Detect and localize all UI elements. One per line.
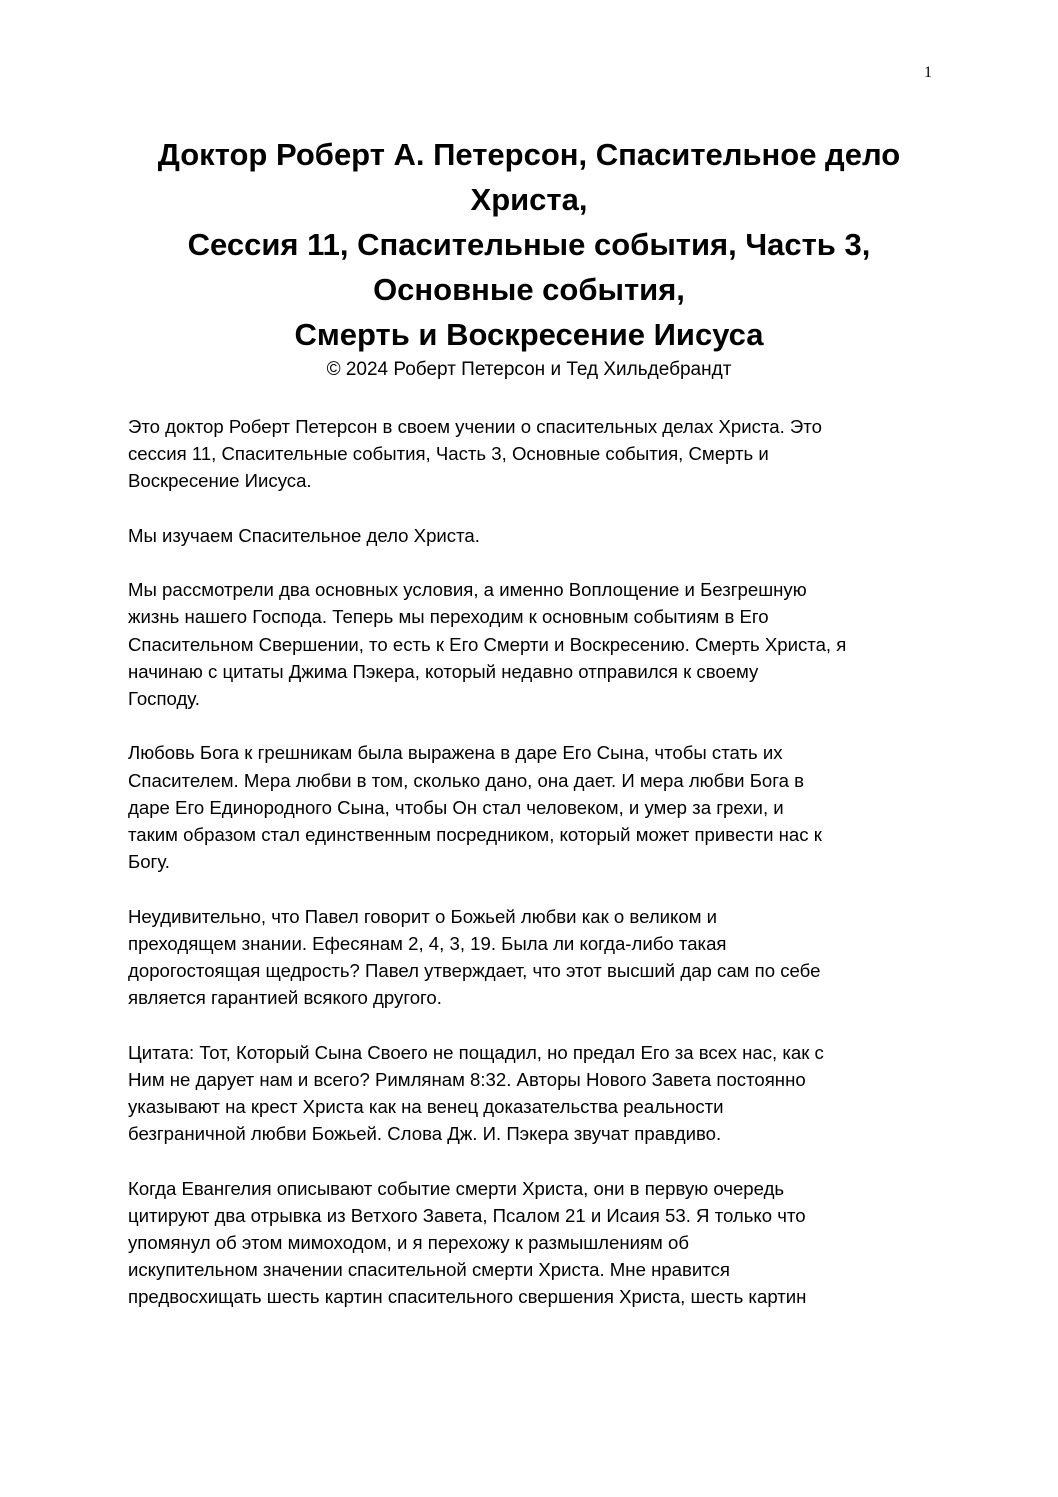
text-line: таким образом стал единственным посредником, который может привести нас к <box>128 824 822 845</box>
text-line: Спасительном Свершении, то есть к Его Смерти и Воскресению. Смерть Христа, я <box>128 633 847 655</box>
text-line: Спасителем. Мера любви в том, сколько дано, она дает. И мера любви Бога в <box>128 769 805 791</box>
paragraph <box>128 522 933 549</box>
text-line: указывают на крест Христа как на венец доказательства реальности <box>128 1096 724 1117</box>
text-line: цитируют два отрывка из Ветхого Завета, Псалом 21 и Исаия 53. Я только что <box>128 1204 806 1226</box>
title-line: Христа, <box>470 182 588 217</box>
page-number: 1 <box>924 64 932 81</box>
text-line: упомянул об этом мимоходом, и я перехожу к размышлениям об <box>128 1232 689 1253</box>
title-line: Смерть и Воскресение Иисуса <box>294 317 764 352</box>
paragraph <box>128 903 933 1012</box>
title-line: Основные события, <box>373 272 685 307</box>
text-line: Господу. <box>128 688 200 709</box>
title-line: Доктор Роберт А. Петерсон, Спасительное дело <box>157 137 901 172</box>
text-line: Любовь Бога к грешникам была выражена в даре Его Сына, чтобы стать их <box>128 742 783 764</box>
text-line: преходящем знании. Ефесянам 2, 4, 3, 19. Была ли когда-либо такая <box>128 932 727 954</box>
text-line: предвосхищать шесть картин спасительного свершения Христа, шесть картин <box>128 1286 807 1308</box>
text-line: Мы изучаем Спасительное дело Христа. <box>128 524 480 546</box>
text-line: Неудивительно, что Павел говорит о Божьей любви как о великом и <box>128 905 718 927</box>
text-line: жизнь нашего Господа. Теперь мы переходим к основным событиям в Его <box>128 606 769 628</box>
text-line: даре Его Единородного Сына, чтобы Он стал человеком, и умер за грехи, и <box>128 796 784 818</box>
paragraph <box>128 413 933 495</box>
text-line: дорогостоящая щедрость? Павел утверждает, что этот высший дар сам по себе <box>128 960 821 981</box>
text-line: Мы рассмотрели два основных условия, а именно Воплощение и Безгрешную <box>128 579 807 601</box>
title-line: Сессия 11, Спасительные события, Часть 3, <box>187 227 871 262</box>
copyright-notice: © 2024 Роберт Петерсон и Тед Хильдебрандт <box>326 359 732 380</box>
paragraph <box>128 576 933 712</box>
text-line: Богу. <box>128 851 170 873</box>
text-line: является гарантией всякого другого. <box>128 987 442 1009</box>
paragraph <box>128 1039 933 1148</box>
text-line: начинаю с цитаты Джима Пэкера, который недавно отправился к своему <box>128 660 759 682</box>
text-line: Когда Евангелия описывают событие смерти Христа, они в первую очередь <box>128 1177 785 1199</box>
text-line: безграничной любви Божьей. Слова Дж. И. Пэкера звучат правдиво. <box>128 1123 722 1145</box>
document-body <box>128 413 933 1338</box>
text-line: Воскресение Иисуса. <box>128 470 312 492</box>
paragraph <box>128 1175 933 1311</box>
text-line: Ним не дарует нам и всего? Римлянам 8:32. Авторы Нового Завета постоянно <box>128 1068 806 1090</box>
text-line: Это доктор Роберт Петерсон в своем учении о спасительных делах Христа. Это <box>128 416 822 437</box>
paragraph <box>128 739 933 875</box>
document-title <box>120 132 938 357</box>
text-line: сессия 11, Спасительные события, Часть 3, Основные события, Смерть и <box>128 443 769 465</box>
text-line: Цитата: Тот, Который Сына Своего не пощадил, но предал Его за всех нас, как с <box>128 1041 824 1063</box>
text-line: искупительном значении спасительной смерти Христа. Мне нравится <box>128 1259 730 1281</box>
